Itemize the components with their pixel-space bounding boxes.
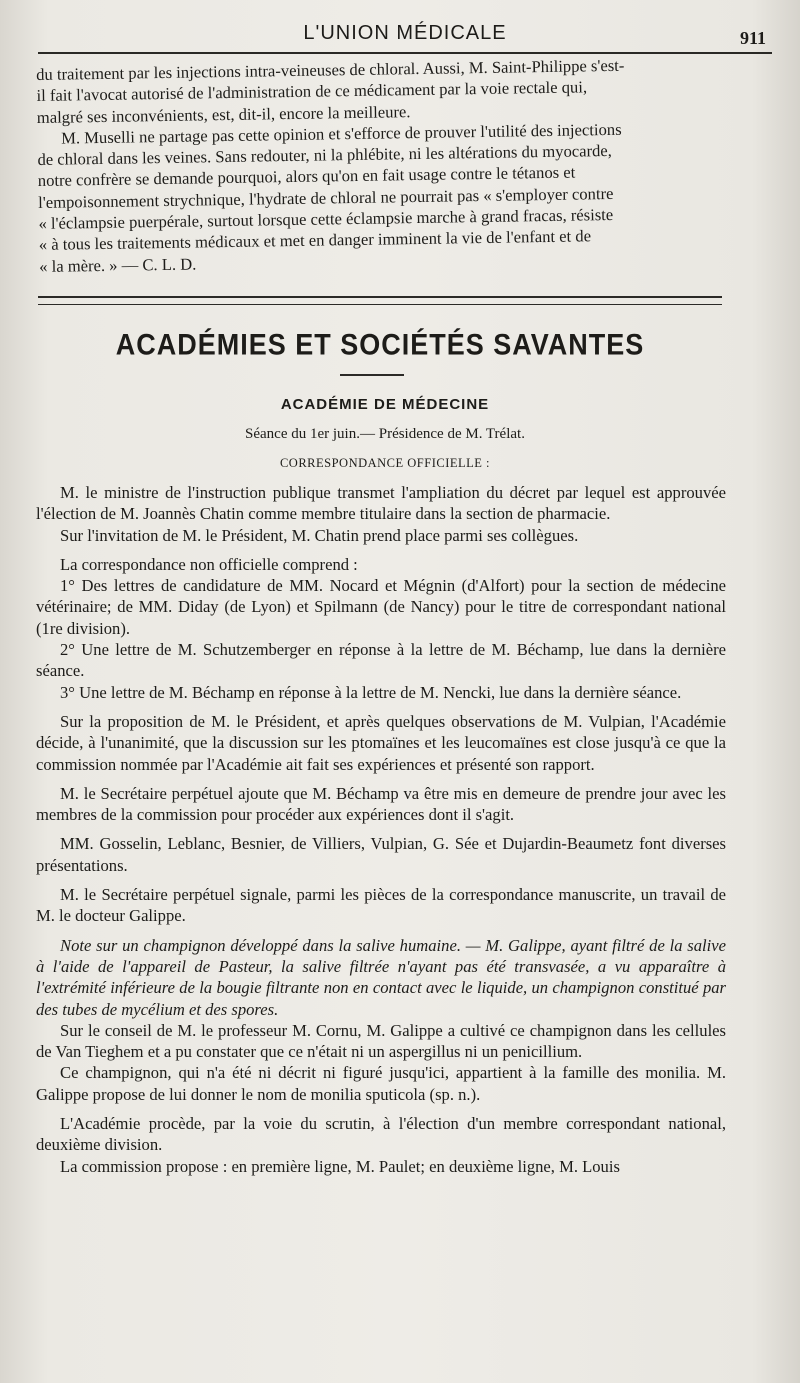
paragraph: La commission propose : en première ligne, M. Paulet; en deuxième ligne, M. Louis (60, 1156, 620, 1176)
paragraph: M. le Secrétaire perpétuel signale, parmi les pièces de la correspondance manuscrite, un travail de M. le docteur Galippe. (36, 885, 726, 926)
body-text (36, 482, 726, 1177)
text-line: « l'éclampsie puerpérale, surtout lorsque cette éclampsie marche à grand fracas, résiste (38, 205, 614, 234)
academy-heading: ACADÉMIE DE MÉDECINE (280, 396, 490, 413)
journal-title: L'UNION MÉDICALE (303, 22, 507, 44)
intro-text (36, 53, 729, 277)
text-line: de chloral dans les veines. Sans redouter, ni la phlébite, ni les altérations du myocarde, (37, 141, 613, 170)
page-header (38, 18, 772, 54)
section-divider (38, 296, 722, 305)
title-underline (340, 374, 404, 376)
paragraph: La correspondance non officielle comprend : (60, 554, 358, 574)
text-line: « la mère. » — C. L. D. (39, 254, 197, 276)
paragraph: M. le ministre de l'instruction publique transmet l'ampliation du décret par lequel est approuvée l'élection de M. Joannès Chatin comme membre titulaire dans la section de pharmacie. (36, 483, 726, 524)
paragraph: Note sur un champignon développé dans la salive humaine. — M. Galippe, ayant filtré de la salive à l'aide de l'appareil de Pasteur, la salive filtrée n'ayant pas été transvasée, a vu apparaître à l'extrémité inférieure de la bougie filtrante non en contact avec le liquide, un champignon constitué par des tubes de mycélium et des spores. (36, 935, 726, 1019)
text-line: notre confrère se demande pourquoi, alors qu'on en fait usage contre le tétanos et (37, 163, 576, 191)
text-line: du traitement par les injections intra-veineuses de chloral. Aussi, M. Saint-Philippe s'est- (36, 55, 625, 84)
paragraph: M. le Secrétaire perpétuel ajoute que M. Béchamp va être mis en demeure de prendre jour avec les membres de la commission pour procéder aux expériences dont il s'agit. (36, 783, 726, 825)
section-title: ACADÉMIES ET SOCIÉTÉS SAVANTES (115, 328, 645, 362)
paragraph: Sur le conseil de M. le professeur M. Cornu, M. Galippe a cultivé ce champignon dans les cellules de Van Tieghem et a pu constater que ce n'était ni un aspergillus ni un penicillium. (36, 1020, 726, 1062)
paragraph: 1° Des lettres de candidature de MM. Nocard et Mégnin (d'Alfort) pour la section de médecine vétérinaire; de MM. Diday (de Lyon) et Spilmann (de Nancy) pour le titre de correspondant national (1re division). (36, 576, 726, 638)
text-line: malgré ses inconvénients, est, dit-il, encore la meilleure. (36, 101, 411, 127)
paragraph: L'Académie procède, par la voie du scrutin, à l'élection d'un membre correspondant national, deuxième division. (36, 1114, 726, 1155)
paragraph: Sur l'invitation de M. le Président, M. Chatin prend place parmi ses collègues. (60, 525, 579, 545)
paragraph: 3° Une lettre de M. Béchamp en réponse à la lettre de M. Nencki, lue dans la dernière séance. (60, 682, 682, 702)
paragraph: Sur la proposition de M. le Président, et après quelques observations de M. Vulpian, l'Académie décide, à l'unanimité, que la discussion sur les ptomaïnes et les leucomaïnes est close jusqu'à ce que la commission nommée par l'Académie ait fait ses expériences et présenté son rapport. (36, 711, 726, 774)
session-line: Séance du 1er juin.— Présidence de M. Trélat. (245, 426, 525, 442)
paragraph: MM. Gosselin, Leblanc, Besnier, de Villiers, Vulpian, G. Sée et Dujardin-Beaumetz font diverses présentations. (36, 834, 726, 875)
paragraph: Ce champignon, qui n'a été ni décrit ni figuré jusqu'ici, appartient à la famille des monilia. M. Galippe propose de lui donner le nom de monilia sputicola (sp. n.). (36, 1063, 726, 1104)
page-number: 911 (739, 28, 766, 48)
paragraph: 2° Une lettre de M. Schutzemberger en réponse à la lettre de M. Béchamp, lue dans la dernière séance. (36, 640, 726, 681)
text-line: l'empoisonnement strychnique, l'hydrate de chloral ne pourrait pas « s'employer contre (38, 183, 614, 212)
correspondence-heading: CORRESPONDANCE OFFICIELLE : (279, 456, 491, 470)
text-line: M. Muselli ne partage pas cette opinion et s'efforce de prouver l'utilité des injections (61, 119, 622, 148)
text-line: il fait l'avocat autorisé de l'administration de ce médicament par la voie rectale qui, (36, 77, 588, 106)
text-line: « à tous les traitements médicaux et met en danger imminent la vie de l'enfant et de (38, 226, 592, 255)
